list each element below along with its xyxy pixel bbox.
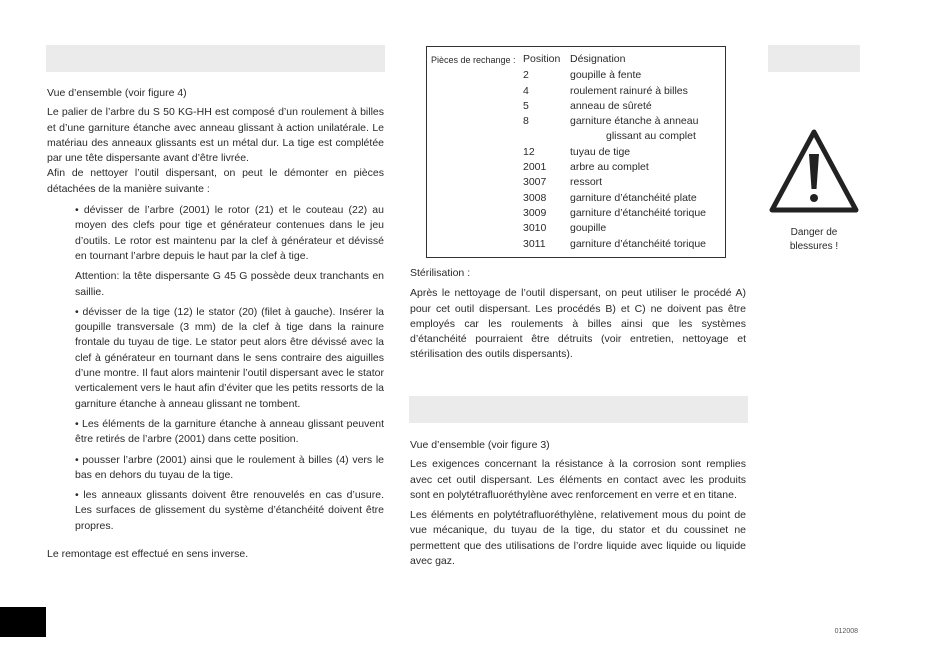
paragraph: Afin de nettoyer l’outil dispersant, on peut le démonter en pièces détachées de la manière suivante : <box>47 167 384 195</box>
table-row <box>431 68 706 83</box>
table-cell-empty <box>431 237 523 252</box>
table-cell-position: 3010 <box>523 222 547 235</box>
table-row <box>431 206 706 221</box>
table-row <box>431 145 706 160</box>
sterilisation-section <box>410 266 746 368</box>
warning-caption <box>768 226 860 254</box>
table-cell-position: 12 <box>523 145 535 158</box>
table-row <box>431 191 706 206</box>
table-cell-position: 3007 <box>523 176 547 189</box>
warning-line: blessures ! <box>789 241 839 252</box>
table-cell-empty <box>431 84 523 99</box>
table-cell-designation: arbre au complet <box>570 161 649 174</box>
table-cell-designation: garniture étanche à anneau <box>570 115 699 128</box>
table-cell-empty <box>431 206 523 221</box>
table-cell-position: 3011 <box>523 237 546 250</box>
warning-line: Danger de <box>790 227 838 238</box>
overview-heading: Vue d’ensemble (voir figure 4) <box>47 87 187 99</box>
spare-parts-table <box>431 52 706 252</box>
table-cell-position: 4 <box>523 84 529 97</box>
list-item: • pousser l’arbre (2001) ainsi que le roulement à billes (4) vers le bas en dehors du tuyau de la tige. <box>75 453 384 481</box>
table-cell-designation: garniture d’étanchéité torique <box>570 237 707 250</box>
paragraph: Les exigences concernant la résistance à la corrosion sont remplies avec cet outil dispersant. Les éléments en contact avec les produits sont en polytétrafluoréthylène avec renforcement en verre et en titane. <box>410 458 746 501</box>
spare-parts-label: Pièces de rechange : <box>431 55 516 65</box>
attention-note: Attention: la tête dispersante G 45 G possède deux tranchants en saillie. <box>75 270 384 298</box>
overview-heading: Vue d’ensemble (voir figure 3) <box>410 439 550 451</box>
middle-section-header <box>409 396 748 423</box>
table-row <box>431 237 706 252</box>
reassembly-note: Le remontage est effectué en sens inverse. <box>47 548 249 560</box>
left-section-header <box>46 45 385 72</box>
table-row <box>431 84 706 99</box>
table-row <box>431 175 706 190</box>
table-cell-designation: roulement rainuré à billes <box>570 84 688 97</box>
table-cell-designation: garniture d’étanchéité plate <box>570 191 697 204</box>
table-row <box>431 129 706 144</box>
table-header-row <box>431 52 706 68</box>
table-cell-position: 8 <box>523 115 529 128</box>
middle-column-text <box>410 438 746 574</box>
paragraph: Les éléments en polytétrafluoréthylène, relativement mous du point de vue mécanique, du tuyau de la tige, du stator et du coussinet ne permettent que des utilisations de l’ordre liquide avec liquide ou liquide avec gaz. <box>410 509 746 568</box>
parts-rows <box>431 68 706 252</box>
table-cell-empty <box>431 160 523 175</box>
table-cell-position: 3009 <box>523 206 547 219</box>
table-cell-empty <box>431 145 523 160</box>
table-cell-designation: garniture d’étanchéité torique <box>570 206 707 219</box>
table-cell-empty <box>431 114 523 129</box>
table-cell-position: 3008 <box>523 191 547 204</box>
spare-parts-box <box>426 46 726 258</box>
table-row <box>431 221 706 236</box>
table-cell-position: 5 <box>523 99 529 112</box>
table-cell-empty <box>431 68 523 83</box>
table-cell-empty <box>431 99 523 114</box>
column-header-position: Position <box>523 53 561 65</box>
table-cell-designation: goupille <box>570 222 607 235</box>
table-row <box>431 160 706 175</box>
table-cell-position: 2001 <box>523 161 547 174</box>
list-item: • Les éléments de la garniture étanche à anneau glissant peuvent être retirés de l’arbre (2001) dans cette position. <box>75 417 384 446</box>
list-item: • dévisser de la tige (12) le stator (20) (filet à gauche). Insérer la goupille transversale (3 mm) de la clef à tige dans la rainure frontale du tuyau de tige. Le stator peut alors être dévissé avec la clef à générateur en tournant dans le sens contraire des aiguilles d’une montre. Il faut alors maintenir l’outil dispersant avec le stator verticalement vers le haut afin d’éviter que les petits ressorts de la garniture étanche à anneau glissant ne tombent. <box>75 305 384 410</box>
table-row <box>431 114 706 129</box>
table-cell-empty <box>431 175 523 190</box>
table-cell-designation: goupille à fente <box>570 69 642 82</box>
list-item: • les anneaux glissants doivent être renouvelés en cas d’usure. Les surfaces de glissement du système d’étanchéité doivent être propres. <box>75 489 384 532</box>
document-code: 012008 <box>834 628 858 635</box>
table-cell-designation: ressort <box>570 176 603 189</box>
column-header-designation: Désignation <box>570 53 626 65</box>
paragraph: Le palier de l’arbre du S 50 KG-HH est composé d’un roulement à billes et d’une garniture étanche avec anneau glissant à action unilatérale. Le matériau des anneaux glissants est un métal dur. La tige est complétée par une tête dispersante avant d’être livrée. <box>47 106 384 165</box>
page-tab-block <box>0 607 46 637</box>
table-cell-designation: glissant au complet <box>606 130 696 143</box>
table-cell-designation: anneau de sûreté <box>570 99 652 112</box>
right-section-header <box>768 45 860 72</box>
table-cell-designation: tuyau de tige <box>570 145 631 158</box>
left-column-text <box>47 86 384 539</box>
warning-triangle-icon <box>768 126 860 216</box>
table-cell-empty <box>431 191 523 206</box>
table-row <box>431 99 706 114</box>
table-cell-position <box>523 129 570 144</box>
table-cell-empty <box>431 221 523 236</box>
table-cell-empty <box>431 129 523 144</box>
sterilisation-title: Stérilisation : <box>410 267 471 279</box>
instruction-list <box>75 203 384 534</box>
list-item: • dévisser de l’arbre (2001) le rotor (21) et le couteau (22) au moyen des clefs pour tige et générateur contenues dans le jeu d’outils. Le rotor est maintenu par la clef à générateur et dévissé en tournant l’arbre depuis le haut par la clef à tige. <box>75 204 384 262</box>
table-cell-position: 2 <box>523 69 529 82</box>
sterilisation-text: Après le nettoyage de l’outil dispersant, on peut utiliser le procédé A) pour cet outil dispersant. Les procédés B) et C) ne doivent pas être employés car les roulements à billes ainsi que les systèmes d’étanchéité pourraient être détruits (voir entretien, nettoyage et stérilisation des outils dispersants). <box>410 287 746 361</box>
